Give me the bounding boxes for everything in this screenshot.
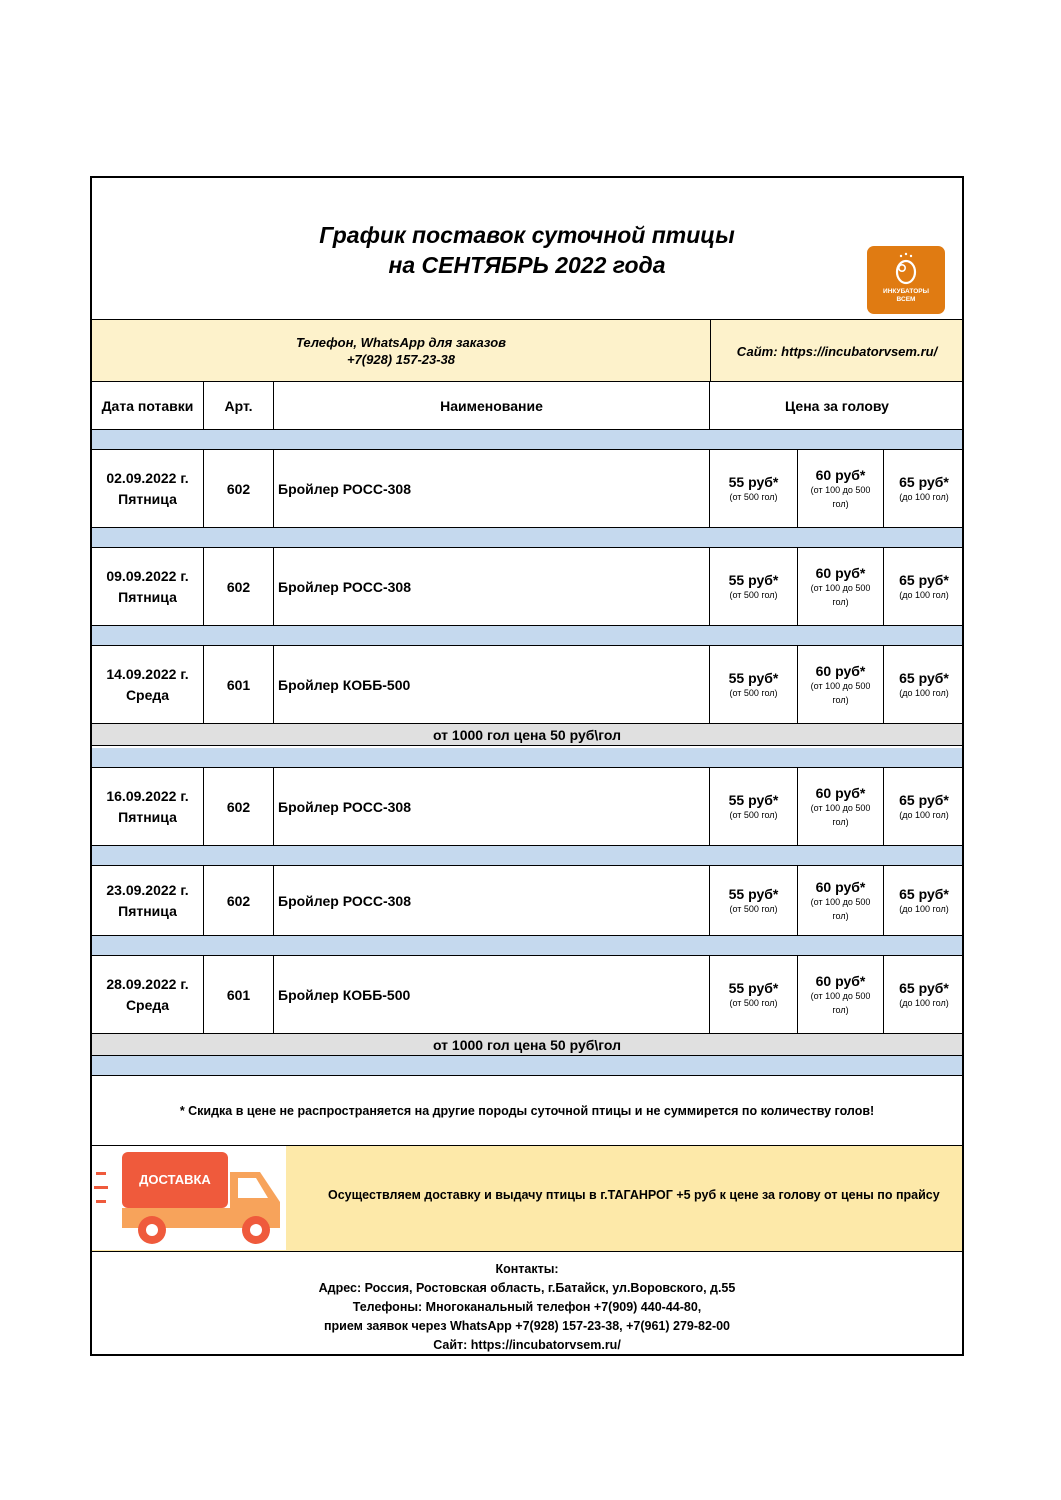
- delivery-date-cell: [92, 646, 204, 723]
- price-value: 65 руб*: [899, 669, 949, 686]
- table-row: [92, 768, 962, 846]
- price-value: 65 руб*: [899, 473, 949, 490]
- price-tier-cell: [710, 956, 798, 1033]
- price-quantity: (до 100 гол): [899, 903, 949, 914]
- delivery-weekday: Пятница: [118, 808, 177, 825]
- contacts-block: [92, 1252, 962, 1356]
- delivery-date: 28.09.2022 г.: [106, 975, 189, 992]
- price-tier-cell: [710, 548, 798, 625]
- delivery-weekday: Среда: [125, 996, 170, 1013]
- row-spacer: [92, 1056, 962, 1076]
- delivery-weekday: Пятница: [118, 902, 177, 919]
- page-title: График поставок суточной птицы: [319, 222, 735, 248]
- price-value: 65 руб*: [899, 885, 949, 902]
- row-spacer: [92, 846, 962, 866]
- price-value: 55 руб*: [728, 791, 779, 808]
- price-value: 65 руб*: [899, 791, 949, 808]
- price-value: 55 руб*: [728, 979, 779, 996]
- col-art-header: Арт.: [204, 382, 274, 429]
- table-row: [92, 548, 962, 626]
- delivery-date: 14.09.2022 г.: [106, 665, 189, 682]
- product-name: Бройлер РОСС-308: [274, 866, 710, 935]
- price-quantity: (от 500 гол): [729, 687, 778, 698]
- article-number: 602: [204, 450, 274, 527]
- page-subtitle: на СЕНТЯБРЬ 2022 года: [388, 252, 666, 278]
- price-quantity: (до 100 гол): [899, 491, 949, 502]
- delivery-text: Осуществляем доставку и выдачу птицы в г.ТАГАНРОГ +5 руб к цене за голову от цены по прайсу: [328, 1188, 940, 1202]
- article-number: 602: [204, 548, 274, 625]
- price-value: 55 руб*: [728, 473, 779, 490]
- price-tier-cell: [884, 548, 964, 625]
- price-tier-cell: [798, 768, 884, 845]
- contacts-heading: Контакты:: [495, 1262, 559, 1276]
- price-value: 60 руб*: [815, 466, 866, 483]
- contacts-site[interactable]: Сайт: https://incubatorvsem.ru/: [433, 1338, 621, 1352]
- table-row: [92, 646, 962, 724]
- price-quantity: (от 100 до 500 гол): [810, 896, 871, 921]
- delivery-date-cell: [92, 548, 204, 625]
- price-tier-cell: [884, 646, 964, 723]
- price-value: 65 руб*: [899, 979, 949, 996]
- product-name: Бройлер КОББ-500: [274, 646, 710, 723]
- price-tier-cell: [884, 450, 964, 527]
- contact-bar: [92, 320, 962, 382]
- title-block: [92, 178, 962, 320]
- price-tier-cell: [798, 450, 884, 527]
- price-quantity: (от 100 до 500 гол): [810, 680, 871, 705]
- price-tier-cell: [710, 450, 798, 527]
- col-date-header: Дата потавки: [92, 382, 204, 429]
- product-name: Бройлер РОСС-308: [274, 768, 710, 845]
- logo-text-2: ВСЕМ: [896, 296, 916, 303]
- article-number: 601: [204, 956, 274, 1033]
- price-value: 55 руб*: [728, 885, 779, 902]
- delivery-badge: ДОСТАВКА: [139, 1172, 211, 1187]
- article-number: 602: [204, 866, 274, 935]
- price-value: 60 руб*: [815, 878, 866, 895]
- price-tier-cell: [710, 866, 798, 935]
- delivery-date: 16.09.2022 г.: [106, 787, 189, 804]
- price-quantity: (от 100 до 500 гол): [810, 484, 871, 509]
- contacts-address: Адрес: Россия, Ростовская область, г.Батайск, ул.Воровского, д.55: [318, 1281, 736, 1295]
- price-quantity: (до 100 гол): [899, 997, 949, 1008]
- price-quantity: (от 500 гол): [729, 809, 778, 820]
- price-quantity: (от 500 гол): [729, 997, 778, 1008]
- delivery-date-cell: [92, 956, 204, 1033]
- price-tier-cell: [710, 646, 798, 723]
- price-quantity: (от 500 гол): [729, 589, 778, 600]
- price-quantity: (до 100 гол): [899, 809, 949, 820]
- row-spacer: [92, 748, 962, 768]
- bulk-price-note: от 1000 гол цена 50 руб\гол: [92, 724, 962, 746]
- delivery-date: 02.09.2022 г.: [106, 469, 189, 486]
- row-spacer: [92, 626, 962, 646]
- contacts-whatsapp: прием заявок через WhatsApp +7(928) 157-23-38, +7(961) 279-82-00: [323, 1319, 731, 1333]
- price-value: 60 руб*: [815, 784, 866, 801]
- delivery-weekday: Среда: [125, 686, 170, 703]
- price-quantity: (от 100 до 500 гол): [810, 802, 871, 827]
- discount-footnote: * Скидка в цене не распространяется на другие породы суточной птицы и не суммирется по количеству голов!: [92, 1076, 962, 1146]
- contacts-phones: Телефоны: Многоканальный телефон +7(909) 440-44-80,: [352, 1300, 702, 1314]
- delivery-date-cell: [92, 768, 204, 845]
- schedule-sheet: [90, 176, 964, 1356]
- product-name: Бройлер РОСС-308: [274, 450, 710, 527]
- delivery-weekday: Пятница: [118, 588, 177, 605]
- logo-text-1: ИНКУБАТОРЫ: [883, 288, 929, 295]
- table-header: [92, 382, 962, 430]
- price-value: 65 руб*: [899, 571, 949, 588]
- price-tier-cell: [884, 956, 964, 1033]
- row-spacer: [92, 936, 962, 956]
- price-tier-cell: [798, 866, 884, 935]
- table-row: [92, 956, 962, 1034]
- delivery-weekday: Пятница: [118, 490, 177, 507]
- delivery-date: 09.09.2022 г.: [106, 567, 189, 584]
- table-row: [92, 450, 962, 528]
- price-tier-cell: [798, 548, 884, 625]
- delivery-banner: [92, 1146, 962, 1252]
- delivery-date-cell: [92, 866, 204, 935]
- price-value: 60 руб*: [815, 972, 866, 989]
- article-number: 601: [204, 646, 274, 723]
- col-name-header: Наименование: [274, 382, 710, 429]
- truck-icon: [92, 1146, 286, 1250]
- phone-label: Телефон, WhatsApp для заказов: [295, 335, 507, 350]
- price-value: 60 руб*: [815, 662, 866, 679]
- price-quantity: (от 500 гол): [729, 903, 778, 914]
- col-price-header: Цена за голову: [785, 397, 889, 414]
- chick-egg-icon: [867, 246, 945, 290]
- price-tier-cell: [884, 866, 964, 935]
- price-quantity: (от 500 гол): [729, 491, 778, 502]
- price-quantity: (до 100 гол): [899, 589, 949, 600]
- product-name: Бройлер РОСС-308: [274, 548, 710, 625]
- price-quantity: (до 100 гол): [899, 687, 949, 698]
- price-tier-cell: [884, 768, 964, 845]
- product-name: Бройлер КОББ-500: [274, 956, 710, 1033]
- table-row: [92, 866, 962, 936]
- site-cell: [710, 320, 964, 382]
- delivery-date-cell: [92, 450, 204, 527]
- price-value: 55 руб*: [728, 571, 779, 588]
- price-value: 60 руб*: [815, 564, 866, 581]
- phone-number: +7(928) 157-23-38: [346, 352, 456, 367]
- row-spacer: [92, 528, 962, 548]
- price-tier-cell: [798, 646, 884, 723]
- price-value: 55 руб*: [728, 669, 779, 686]
- price-tier-cell: [710, 768, 798, 845]
- price-tier-cell: [798, 956, 884, 1033]
- delivery-date: 23.09.2022 г.: [106, 881, 189, 898]
- phone-cell: [92, 320, 711, 382]
- article-number: 602: [204, 768, 274, 845]
- row-spacer: [92, 430, 962, 450]
- price-quantity: (от 100 до 500 гол): [810, 582, 871, 607]
- price-quantity: (от 100 до 500 гол): [810, 990, 871, 1015]
- bulk-price-note: от 1000 гол цена 50 руб\гол: [92, 1034, 962, 1056]
- site-link[interactable]: Сайт: https://incubatorvsem.ru/: [736, 343, 938, 359]
- company-logo: [867, 246, 945, 314]
